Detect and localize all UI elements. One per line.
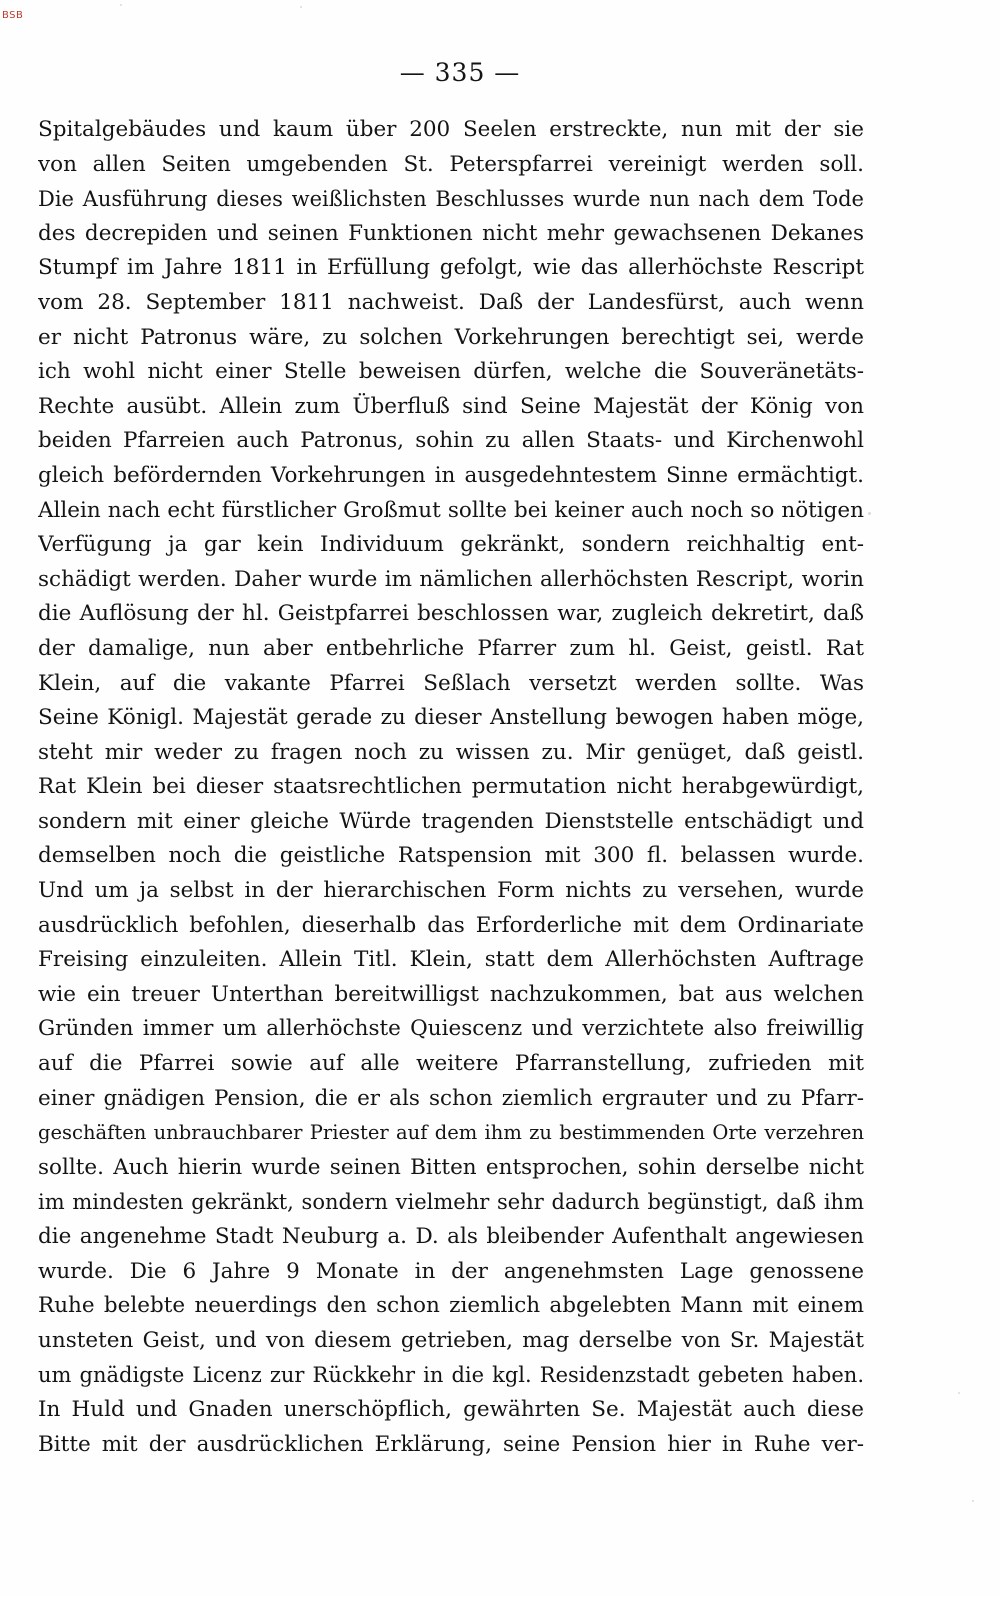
text-line: vom 28. September 1811 nachweist. Daß der Landesfürst, auch wenn xyxy=(38,289,864,315)
text-line: Und um ja selbst in der hierarchischen Form nichts zu versehen, wurde xyxy=(38,878,864,904)
text-line: einer gnädigen Pension, die er als schon ziemlich ergrauter und zu Pfarr- xyxy=(38,1085,864,1111)
scan-speck xyxy=(300,6,302,8)
scan-speck xyxy=(120,4,122,6)
text-line: steht mir weder zu fragen noch zu wissen zu. Mir genüget, daß geistl. xyxy=(38,739,864,765)
scan-speck xyxy=(972,1500,974,1502)
scan-speck xyxy=(958,1392,960,1394)
text-line: Freising einzuleiten. Allein Titl. Klein, statt dem Allerhöchsten Auftrage xyxy=(38,947,864,973)
text-line: im mindesten gekränkt, sondern vielmehr sehr dadurch begünstigt, daß ihm xyxy=(38,1190,864,1215)
text-line: die Auflösung der hl. Geistpfarrei beschlossen war, zugleich dekretirt, daß xyxy=(38,601,864,627)
text-line: sondern mit einer gleiche Würde tragenden Dienststelle entschädigt und xyxy=(38,808,864,834)
text-line: sollte. Auch hierin wurde seinen Bitten entsprochen, sohin derselbe nicht xyxy=(38,1154,864,1180)
text-line: unsteten Geist, und von diesem getrieben, mag derselbe von Sr. Majestät xyxy=(38,1327,864,1353)
scan-speck xyxy=(868,512,871,515)
text-line: von allen Seiten umgebenden St. Peterspfarrei vereinigt werden soll. xyxy=(38,151,864,177)
text-line: der damalige, nun aber entbehrliche Pfarrer zum hl. Geist, geistl. Rat xyxy=(38,635,864,661)
text-line: Verfügung ja gar kein Individuum gekränkt, sondern reichhaltig ent- xyxy=(38,532,864,558)
text-line: wurde. Die 6 Jahre 9 Monate in der angenehmsten Lage genossene xyxy=(38,1258,864,1284)
text-line: gleich befördernden Vorkehrungen in ausgedehntestem Sinne ermächtigt. xyxy=(38,462,864,488)
text-line: er nicht Patronus wäre, zu solchen Vorkehrungen berechtigt sei, werde xyxy=(38,324,864,350)
text-line: demselben noch die geistliche Ratspension mit 300 fl. belassen wurde. xyxy=(38,843,864,869)
text-line: Stumpf im Jahre 1811 in Erfüllung gefolgt, wie das allerhöchste Rescript xyxy=(38,255,864,281)
text-line: Ruhe belebte neuerdings den schon ziemlich abgelebten Mann mit einem xyxy=(38,1293,864,1319)
text-line: auf die Pfarrei sowie auf alle weitere Pfarranstellung, zufrieden mit xyxy=(38,1051,864,1077)
text-line: Seine Königl. Majestät gerade zu dieser Anstellung bewogen haben möge, xyxy=(38,705,864,731)
text-line: ausdrücklich befohlen, dieserhalb das Erforderliche mit dem Ordinariate xyxy=(38,912,864,938)
text-line: geschäften unbrauchbarer Priester auf dem ihm zu bestimmenden Orte verzehren xyxy=(38,1121,864,1145)
text-line: Klein, auf die vakante Pfarrei Seßlach versetzt werden sollte. Was xyxy=(38,670,864,696)
text-line: Bitte mit der ausdrücklichen Erklärung, seine Pension hier in Ruhe ver- xyxy=(38,1431,864,1457)
text-line: In Huld und Gnaden unerschöpflich, gewährten Se. Majestät auch diese xyxy=(38,1396,864,1422)
text-line: Gründen immer um allerhöchste Quiescenz und verzichtete also freiwillig xyxy=(38,1016,864,1042)
text-line: Spitalgebäudes und kaum über 200 Seelen erstreckte, nun mit der sie xyxy=(38,117,864,142)
body-text xyxy=(38,113,864,1462)
text-line: Allein nach echt fürstlicher Großmut sollte bei keiner auch noch so nötigen xyxy=(38,497,864,523)
library-stamp: BSB xyxy=(2,10,24,21)
page-number: — 335 — xyxy=(399,58,521,87)
text-line: Rechte ausübt. Allein zum Überfluß sind Seine Majestät der König von xyxy=(38,393,864,419)
text-line: Rat Klein bei dieser staatsrechtlichen permutation nicht herabgewürdigt, xyxy=(38,774,864,800)
text-line: Die Ausführung dieses weißlichsten Beschlusses wurde nun nach dem Tode xyxy=(38,187,864,212)
text-line: die angenehme Stadt Neuburg a. D. als bleibender Aufenthalt angewiesen xyxy=(38,1224,864,1249)
text-line: ich wohl nicht einer Stelle beweisen dürfen, welche die Souveränetäts- xyxy=(38,359,864,385)
text-line: beiden Pfarreien auch Patronus, sohin zu allen Staats- und Kirchenwohl xyxy=(38,428,864,454)
text-line: schädigt werden. Daher wurde im nämlichen allerhöchsten Rescript, worin xyxy=(38,566,864,592)
text-line: des decrepiden und seinen Funktionen nicht mehr gewachsenen Dekanes xyxy=(38,220,864,246)
text-line: wie ein treuer Unterthan bereitwilligst nachzukommen, bat aus welchen xyxy=(38,981,864,1007)
text-line: um gnädigste Licenz zur Rückkehr in die kgl. Residenzstadt gebeten haben. xyxy=(38,1363,864,1388)
